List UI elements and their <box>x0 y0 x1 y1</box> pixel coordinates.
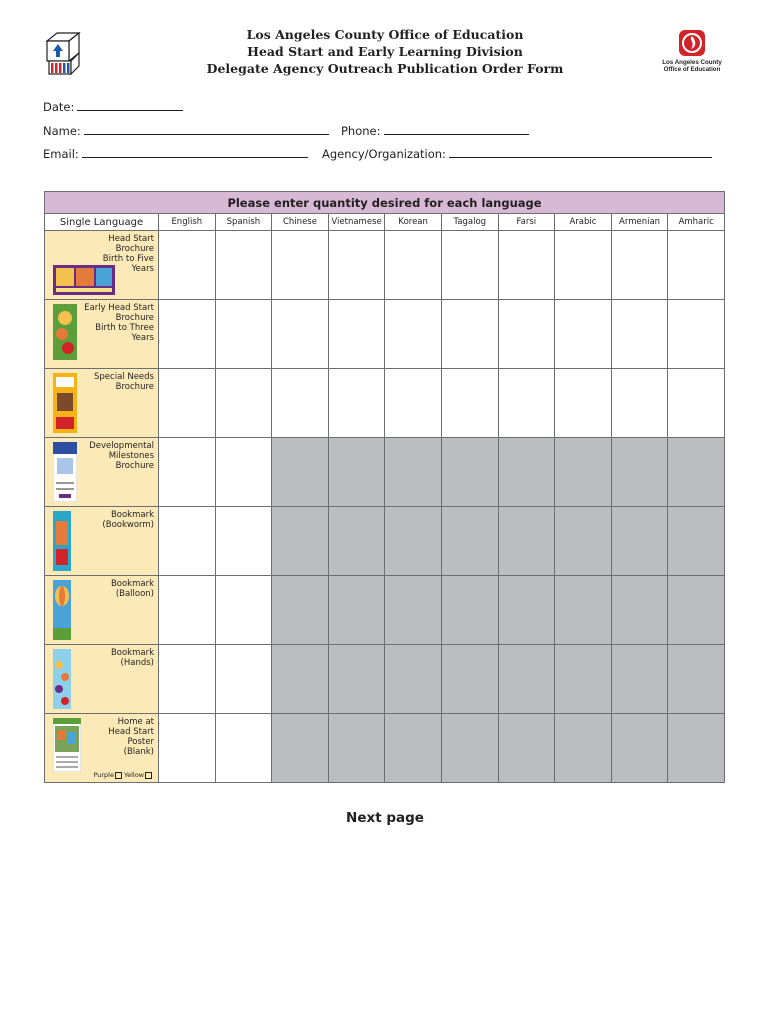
publication-label-line: (Balloon) <box>115 589 154 599</box>
publication-label-line: Head Start <box>108 234 154 244</box>
unavailable-cell-amharic <box>668 576 725 645</box>
quantity-cell-spanish[interactable] <box>215 438 272 507</box>
quantity-cell-spanish[interactable] <box>215 369 272 438</box>
email-field[interactable] <box>43 147 308 161</box>
unavailable-cell-farsi <box>498 438 555 507</box>
title-line-1: Los Angeles County Office of Education <box>246 27 524 42</box>
publication-label-line: Brochure <box>115 313 154 323</box>
unavailable-cell-vietnamese <box>328 507 385 576</box>
unavailable-cell-arabic <box>555 507 612 576</box>
unavailable-cell-amharic <box>668 645 725 714</box>
date-label: Date: <box>43 100 75 114</box>
unavailable-cell-arabic <box>555 438 612 507</box>
email-label: Email: <box>43 147 79 161</box>
quantity-cell-farsi[interactable] <box>498 369 555 438</box>
next-page-link[interactable]: Next page <box>346 810 424 826</box>
unavailable-cell-amharic <box>668 714 725 783</box>
publication-label-line: Bookmark <box>110 510 154 520</box>
publication-label-line: (Hands) <box>120 658 154 668</box>
unavailable-cell-korean <box>385 714 442 783</box>
title-line-3: Delegate Agency Outreach Publication Order Form <box>206 61 564 76</box>
publication-thumbnail <box>53 580 71 644</box>
phone-label: Phone: <box>341 124 381 138</box>
lang-header-armenian: Armenian <box>611 214 668 231</box>
quantity-cell-spanish[interactable] <box>215 507 272 576</box>
unavailable-cell-chinese <box>272 576 329 645</box>
quantity-cell-english[interactable] <box>159 576 216 645</box>
unavailable-cell-arabic <box>555 576 612 645</box>
lang-header-english: English <box>159 214 216 231</box>
unavailable-cell-farsi <box>498 507 555 576</box>
publication-label-line: Head Start <box>108 727 154 737</box>
agency-field[interactable] <box>322 147 712 161</box>
unavailable-cell-chinese <box>272 645 329 714</box>
publication-label <box>94 372 154 392</box>
email-input-line[interactable] <box>82 147 308 158</box>
publication-label-line: Special Needs <box>94 372 154 382</box>
quantity-cell-chinese[interactable] <box>272 300 329 369</box>
quantity-cell-spanish[interactable] <box>215 300 272 369</box>
unavailable-cell-korean <box>385 645 442 714</box>
table-row <box>45 300 725 369</box>
quantity-cell-arabic[interactable] <box>555 231 612 300</box>
quantity-cell-spanish[interactable] <box>215 645 272 714</box>
publication-label-line: Brochure <box>115 461 154 471</box>
unavailable-cell-vietnamese <box>328 438 385 507</box>
unavailable-cell-chinese <box>272 714 329 783</box>
name-field[interactable] <box>43 124 329 138</box>
unavailable-cell-tagalog <box>441 438 498 507</box>
unavailable-cell-vietnamese <box>328 645 385 714</box>
unavailable-cell-arabic <box>555 645 612 714</box>
date-input-line[interactable] <box>77 100 183 111</box>
quantity-cell-vietnamese[interactable] <box>328 231 385 300</box>
quantity-cell-farsi[interactable] <box>498 231 555 300</box>
quantity-cell-spanish[interactable] <box>215 231 272 300</box>
publication-label-line: Home at <box>117 717 154 727</box>
quantity-cell-farsi[interactable] <box>498 300 555 369</box>
name-label: Name: <box>43 124 81 138</box>
publication-label-line: Developmental <box>89 441 154 451</box>
poster-color-label-purple: Purple <box>93 771 114 779</box>
publication-thumbnail <box>53 373 77 437</box>
publication-label-line: Early Head Start <box>84 303 154 313</box>
publication-label-line: Years <box>131 264 154 274</box>
phone-field[interactable] <box>341 124 529 138</box>
lang-header-vietnamese: Vietnamese <box>328 214 385 231</box>
unavailable-cell-armenian <box>611 645 668 714</box>
publication-label <box>89 441 154 471</box>
unavailable-cell-korean <box>385 438 442 507</box>
order-table <box>44 191 725 783</box>
agency-label: Agency/Organization: <box>322 147 446 161</box>
publication-cell <box>45 231 159 300</box>
table-header: Please enter quantity desired for each language <box>45 192 725 214</box>
unavailable-cell-amharic <box>668 438 725 507</box>
lang-header-chinese: Chinese <box>272 214 329 231</box>
publication-label <box>103 234 154 274</box>
lacoe-flame-icon <box>677 28 707 58</box>
quantity-cell-english[interactable] <box>159 507 216 576</box>
lacoe-logo <box>654 28 730 73</box>
publication-label-line: Poster <box>127 737 154 747</box>
quantity-cell-english[interactable] <box>159 714 216 783</box>
unavailable-cell-farsi <box>498 576 555 645</box>
publication-label-line: (Blank) <box>123 747 154 757</box>
publication-cell <box>45 576 159 645</box>
publication-cell <box>45 438 159 507</box>
publication-thumbnail <box>53 649 71 713</box>
quantity-cell-amharic[interactable] <box>668 231 725 300</box>
lang-header-arabic: Arabic <box>555 214 612 231</box>
unavailable-cell-vietnamese <box>328 576 385 645</box>
publication-cell <box>45 645 159 714</box>
unavailable-cell-tagalog <box>441 645 498 714</box>
lang-header-korean: Korean <box>385 214 442 231</box>
publication-label <box>111 579 154 599</box>
name-input-line[interactable] <box>84 124 329 135</box>
quantity-cell-vietnamese[interactable] <box>328 369 385 438</box>
quantity-cell-spanish[interactable] <box>215 714 272 783</box>
quantity-cell-spanish[interactable] <box>215 576 272 645</box>
publication-cell <box>45 507 159 576</box>
unavailable-cell-korean <box>385 576 442 645</box>
unavailable-cell-armenian <box>611 507 668 576</box>
quantity-cell-english[interactable] <box>159 231 216 300</box>
table-row <box>45 369 725 438</box>
table-row <box>45 231 725 300</box>
quantity-cell-korean[interactable] <box>385 300 442 369</box>
unavailable-cell-armenian <box>611 438 668 507</box>
publication-cell <box>45 369 159 438</box>
agency-input-line[interactable] <box>449 147 712 158</box>
quantity-cell-chinese[interactable] <box>272 369 329 438</box>
unavailable-cell-korean <box>385 507 442 576</box>
publication-thumbnail <box>53 718 81 776</box>
quantity-cell-amharic[interactable] <box>668 369 725 438</box>
publication-label-line: Bookmark <box>110 579 154 589</box>
unavailable-cell-armenian <box>611 714 668 783</box>
lang-header-amharic: Amharic <box>668 214 725 231</box>
quantity-cell-amharic[interactable] <box>668 300 725 369</box>
lang-header-tagalog: Tagalog <box>441 214 498 231</box>
publication-cell <box>45 300 159 369</box>
publication-label <box>84 303 154 343</box>
lang-header-spanish: Spanish <box>215 214 272 231</box>
quantity-cell-tagalog[interactable] <box>441 369 498 438</box>
quantity-cell-english[interactable] <box>159 438 216 507</box>
publication-label-line: Milestones <box>108 451 154 461</box>
unavailable-cell-tagalog <box>441 507 498 576</box>
head-start-logo-icon <box>45 29 81 75</box>
table-row <box>45 576 725 645</box>
logo-text-line-1: Los Angeles County <box>662 59 722 66</box>
unavailable-cell-chinese <box>272 438 329 507</box>
quantity-cell-vietnamese[interactable] <box>328 300 385 369</box>
publication-label-line: Brochure <box>115 244 154 254</box>
unavailable-cell-armenian <box>611 576 668 645</box>
poster-color-label-yellow: Yellow <box>123 771 144 779</box>
date-field[interactable] <box>43 100 183 114</box>
quantity-cell-arabic[interactable] <box>555 369 612 438</box>
single-language-header: Single Language <box>45 214 159 231</box>
unavailable-cell-farsi <box>498 714 555 783</box>
publication-label <box>111 648 154 668</box>
publication-label-line: Birth to Five <box>102 254 154 264</box>
poster-color-checkbox-purple[interactable] <box>115 772 122 779</box>
publication-label-line: Years <box>131 333 154 343</box>
quantity-cell-chinese[interactable] <box>272 231 329 300</box>
quantity-cell-armenian[interactable] <box>611 300 668 369</box>
publication-thumbnail <box>53 511 71 575</box>
lang-header-farsi: Farsi <box>498 214 555 231</box>
unavailable-cell-vietnamese <box>328 714 385 783</box>
publication-label-line: (Bookworm) <box>102 520 154 530</box>
phone-input-line[interactable] <box>384 124 529 135</box>
quantity-cell-tagalog[interactable] <box>441 300 498 369</box>
quantity-cell-english[interactable] <box>159 645 216 714</box>
publication-label-line: Bookmark <box>110 648 154 658</box>
unavailable-cell-amharic <box>668 507 725 576</box>
quantity-cell-arabic[interactable] <box>555 300 612 369</box>
unavailable-cell-tagalog <box>441 576 498 645</box>
publication-label-line: Brochure <box>115 382 154 392</box>
table-row <box>45 438 725 507</box>
table-row <box>45 507 725 576</box>
table-row <box>45 645 725 714</box>
form-title <box>160 26 610 77</box>
unavailable-cell-chinese <box>272 507 329 576</box>
logo-text-line-2: Office of Education <box>663 65 721 73</box>
publication-label <box>108 717 154 757</box>
publication-thumbnail <box>53 442 77 506</box>
quantity-cell-tagalog[interactable] <box>441 231 498 300</box>
title-line-2: Head Start and Early Learning Division <box>247 44 523 59</box>
quantity-cell-korean[interactable] <box>385 369 442 438</box>
quantity-cell-english[interactable] <box>159 300 216 369</box>
publication-thumbnail <box>53 304 77 364</box>
poster-color-options <box>93 771 154 779</box>
publication-cell <box>45 714 159 783</box>
publication-label <box>102 510 154 530</box>
unavailable-cell-farsi <box>498 645 555 714</box>
poster-color-checkbox-yellow[interactable] <box>145 772 152 779</box>
quantity-cell-english[interactable] <box>159 369 216 438</box>
unavailable-cell-arabic <box>555 714 612 783</box>
quantity-cell-armenian[interactable] <box>611 369 668 438</box>
quantity-cell-korean[interactable] <box>385 231 442 300</box>
unavailable-cell-tagalog <box>441 714 498 783</box>
table-row <box>45 714 725 783</box>
quantity-cell-armenian[interactable] <box>611 231 668 300</box>
publication-label-line: Birth to Three <box>95 323 154 333</box>
